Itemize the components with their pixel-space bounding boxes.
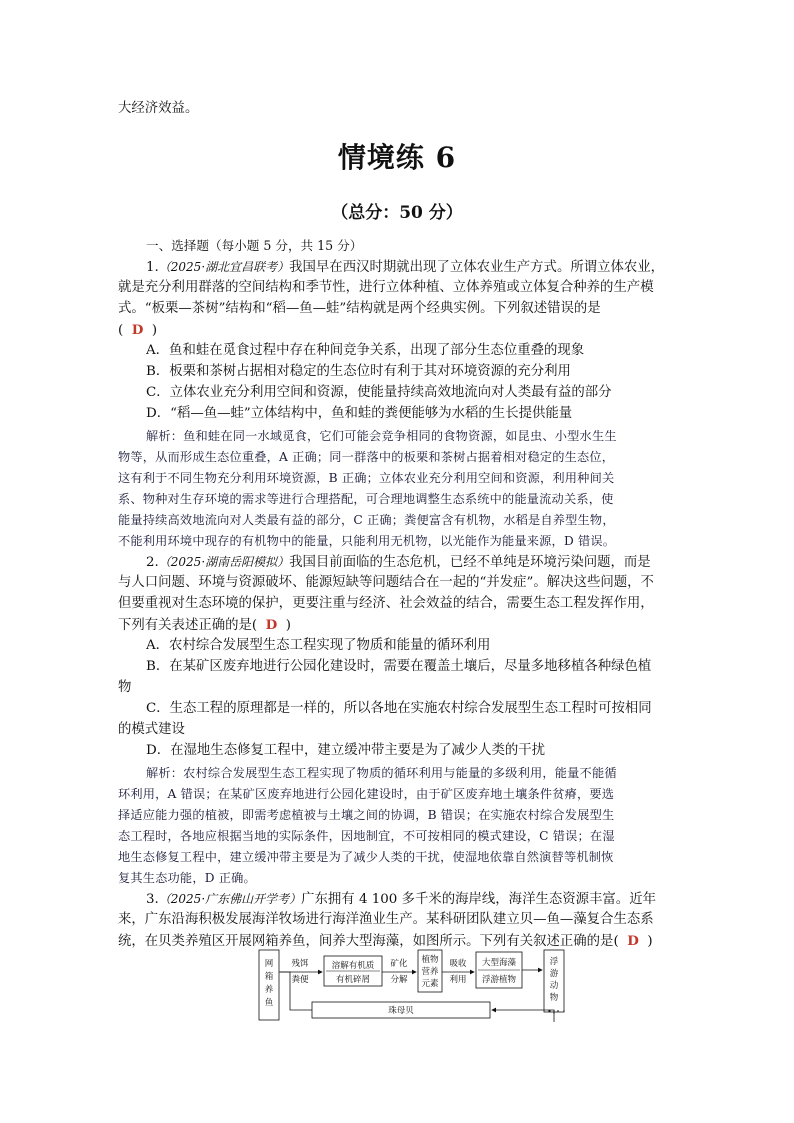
fish-cage-char-2: 箱 <box>264 972 274 982</box>
q3-line-3: 统，在贝类养殖区开展网箱养鱼，间养大型海藻，如图所示。下列有关叙述正确的是( D ) <box>118 933 653 949</box>
previous-page-fragment: 大经济效益。 <box>118 101 199 116</box>
q2-line-1 <box>146 552 678 574</box>
q2-explanation-2: 环利用，A 错误；在某矿区废弃地进行公园化建设时，由于矿区废弃地土壤条件贫瘠，要选 <box>118 787 615 801</box>
nutrient-text-1: 植物 <box>421 955 439 965</box>
q3-text-1: 广东拥有 4 100 多千米的海岸线，海洋生态资源丰富。近年 <box>301 892 656 907</box>
arrow2-bottom-label: 分解 <box>390 975 408 985</box>
nutrient-text-3: 元素 <box>421 979 439 989</box>
q1-option-c: C．立体农业充分利用空间和资源，使能量持续高效地流向对人类最有益的部分 <box>146 385 612 400</box>
q1-answer: ( D ) <box>118 322 158 338</box>
q2-explanation-3: 择适应能力强的植被，即需考虑植被与土壤之间的协调，B 错误；在实施农村综合发展型生 <box>118 808 615 822</box>
fish-cage-char-3: 养 <box>264 985 274 995</box>
q3-answer-letter: D <box>627 933 639 949</box>
arrow1-top-label: 残饵 <box>291 959 309 969</box>
dissolved-organic-label: 溶解有机质 <box>331 961 375 971</box>
arrow3-top-label: 吸收 <box>449 959 467 969</box>
q2-number: 2. <box>146 555 159 570</box>
q2-explanation-4: 态工程时，各地应根据当地的实际条件，因地制宜，不可按相同的模式建设，C 错误；在湿 <box>118 829 615 843</box>
q2-line-3: 但要重视对生态环境的保护，更要注重与经济、社会效益的结合，需要生态工程发挥作用， <box>118 596 654 611</box>
q1-answer-letter: D <box>131 322 144 338</box>
zoo-char-3: 动 <box>549 981 559 991</box>
q1-line-1 <box>146 257 678 279</box>
q1-option-a: A．鱼和蛙在觅食过程中存在种间竞争关系，出现了部分生态位重叠的现象 <box>146 343 585 358</box>
zoo-char-2: 游 <box>549 969 559 979</box>
q1-option-d: D．“稻—鱼—蛙”立体结构中，鱼和蛙的粪便能够为水稻的生长提供能量 <box>146 406 573 421</box>
q2-line-2: 与人口问题、环境与资源破坏、能源短缺等问题结合在一起的“并发症”。解决这些问题，不 <box>118 575 654 590</box>
q2-option-b-cont: 物 <box>118 680 132 695</box>
phytoplankton-label: 浮游植物 <box>481 975 517 985</box>
organic-detritus-label: 有机碎屑 <box>335 975 371 985</box>
zoo-char-1: 浮 <box>549 957 559 967</box>
section-heading: 一、选择题（每小题 5 分，共 15 分） <box>146 238 363 253</box>
q1-number: 1. <box>146 260 159 275</box>
q2-explanation-6: 复其生态功能，D 正确。 <box>118 871 256 885</box>
q1-explanation-4: 系、物种对生存环境的需求等进行合理搭配，可合理地调整生态系统中的能量流动关系，使 <box>118 492 614 506</box>
zoo-char-4: 物 <box>549 993 559 1003</box>
arrow1-bottom-label: 粪便 <box>291 975 309 985</box>
pearl-oyster-label: 珠母贝 <box>388 1006 414 1016</box>
q2-option-c: C．生态工程的原理都是一样的，所以各地在实施农村综合发展型生态工程时可按相同 <box>146 701 652 716</box>
q2-option-a: A．农村综合发展型生态工程实现了物质和能量的循环利用 <box>146 638 491 653</box>
q1-line-2: 就是充分利用群落的空间结构和季节性，进行立体种植、立体养殖或立体复合种养的生产模 <box>118 280 654 295</box>
q1-text-1: 我国早在西汉时期就出现了立体农业生产方式。所谓立体农业， <box>289 260 665 275</box>
fish-cage-char-1: 网 <box>264 959 274 969</box>
q2-explanation-1: 解析：农村综合发展型生态工程实现了物质的循环利用与能量的多级利用，能量不能循 <box>146 766 617 780</box>
arrow3-bottom-label: 利用 <box>449 975 467 985</box>
q3-number: 3. <box>146 892 159 907</box>
q2-explanation-5: 地生态修复工程中，建立缓冲带主要是为了减少人类的干扰，使湿地依靠自然演替等机制恢 <box>118 850 614 864</box>
q2-line-4: 下列有关表述正确的是( D ) <box>118 617 292 633</box>
q1-explanation-5: 能量持续高效地流向对人类最有益的部分，C 正确；粪便富含有机物，水稻是自养型生物， <box>118 513 615 527</box>
q1-explanation-3: 这有利于不同生物充分利用环境资源，B 正确；立体农业充分利用空间和资源，利用种间关 <box>118 471 615 485</box>
q1-line-3: 式。“板栗—茶树”结构和“稻—鱼—蛙”结构就是两个经典实例。下列叙述错误的是 <box>118 301 601 316</box>
macroalgae-label: 大型海藻 <box>481 958 517 968</box>
nutrient-text-2: 营养 <box>421 967 439 977</box>
q1-explanation-1: 解析：鱼和蛙在同一水域觅食，它们可能会竞争相同的食物资源，如昆虫、小型水生生 <box>146 429 617 443</box>
arrow2-top-label: 矿化 <box>390 959 408 969</box>
q2-option-b: B．在某矿区废弃地进行公园化建设时，需要在覆盖土壤后，尽量多地移植各种绿色植 <box>146 659 652 674</box>
q3-line-1 <box>146 889 678 911</box>
q1-explanation-6: 不能利用环境中现存的有机物中的能量，只能利用无机物，以光能作为能量来源，D 错误。 <box>118 534 616 548</box>
page-subtitle: （总分：50 分） <box>331 203 463 223</box>
q2-answer-letter: D <box>265 617 278 633</box>
q2-option-c-cont: 的模式建设 <box>118 722 185 737</box>
q2-option-d: D．在湿地生态修复工程中，建立缓冲带主要是为了减少人类的干扰 <box>146 743 546 758</box>
q1-explanation-2: 物等，从而形成生态位重叠，A 正确；同一群落中的板栗和茶树占据着相对稳定的生态位， <box>118 450 615 464</box>
q3-source: （2025·广东佛山开学考） <box>158 892 302 906</box>
q1-source: （2025·湖北宜昌联考） <box>158 260 290 274</box>
q2-text-1: 我国目前面临的生态危机，已经不单纯是环境污染问题，而是 <box>289 555 651 570</box>
q2-source: （2025·湖南岳阳模拟） <box>158 555 290 569</box>
fish-cage-char-4: 鱼 <box>264 998 274 1008</box>
page-title: 情境练 6 <box>337 141 457 174</box>
q3-line-2: 来，广东沿海积极发展海洋牧场进行海洋渔业生产。某科研团队建立贝—鱼—藻复合生态系 <box>118 912 654 927</box>
ecosystem-flow-diagram <box>258 948 570 1026</box>
q1-option-b: B．板栗和茶树占据相对稳定的生态位时有利于其对环境资源的充分利用 <box>146 364 571 379</box>
